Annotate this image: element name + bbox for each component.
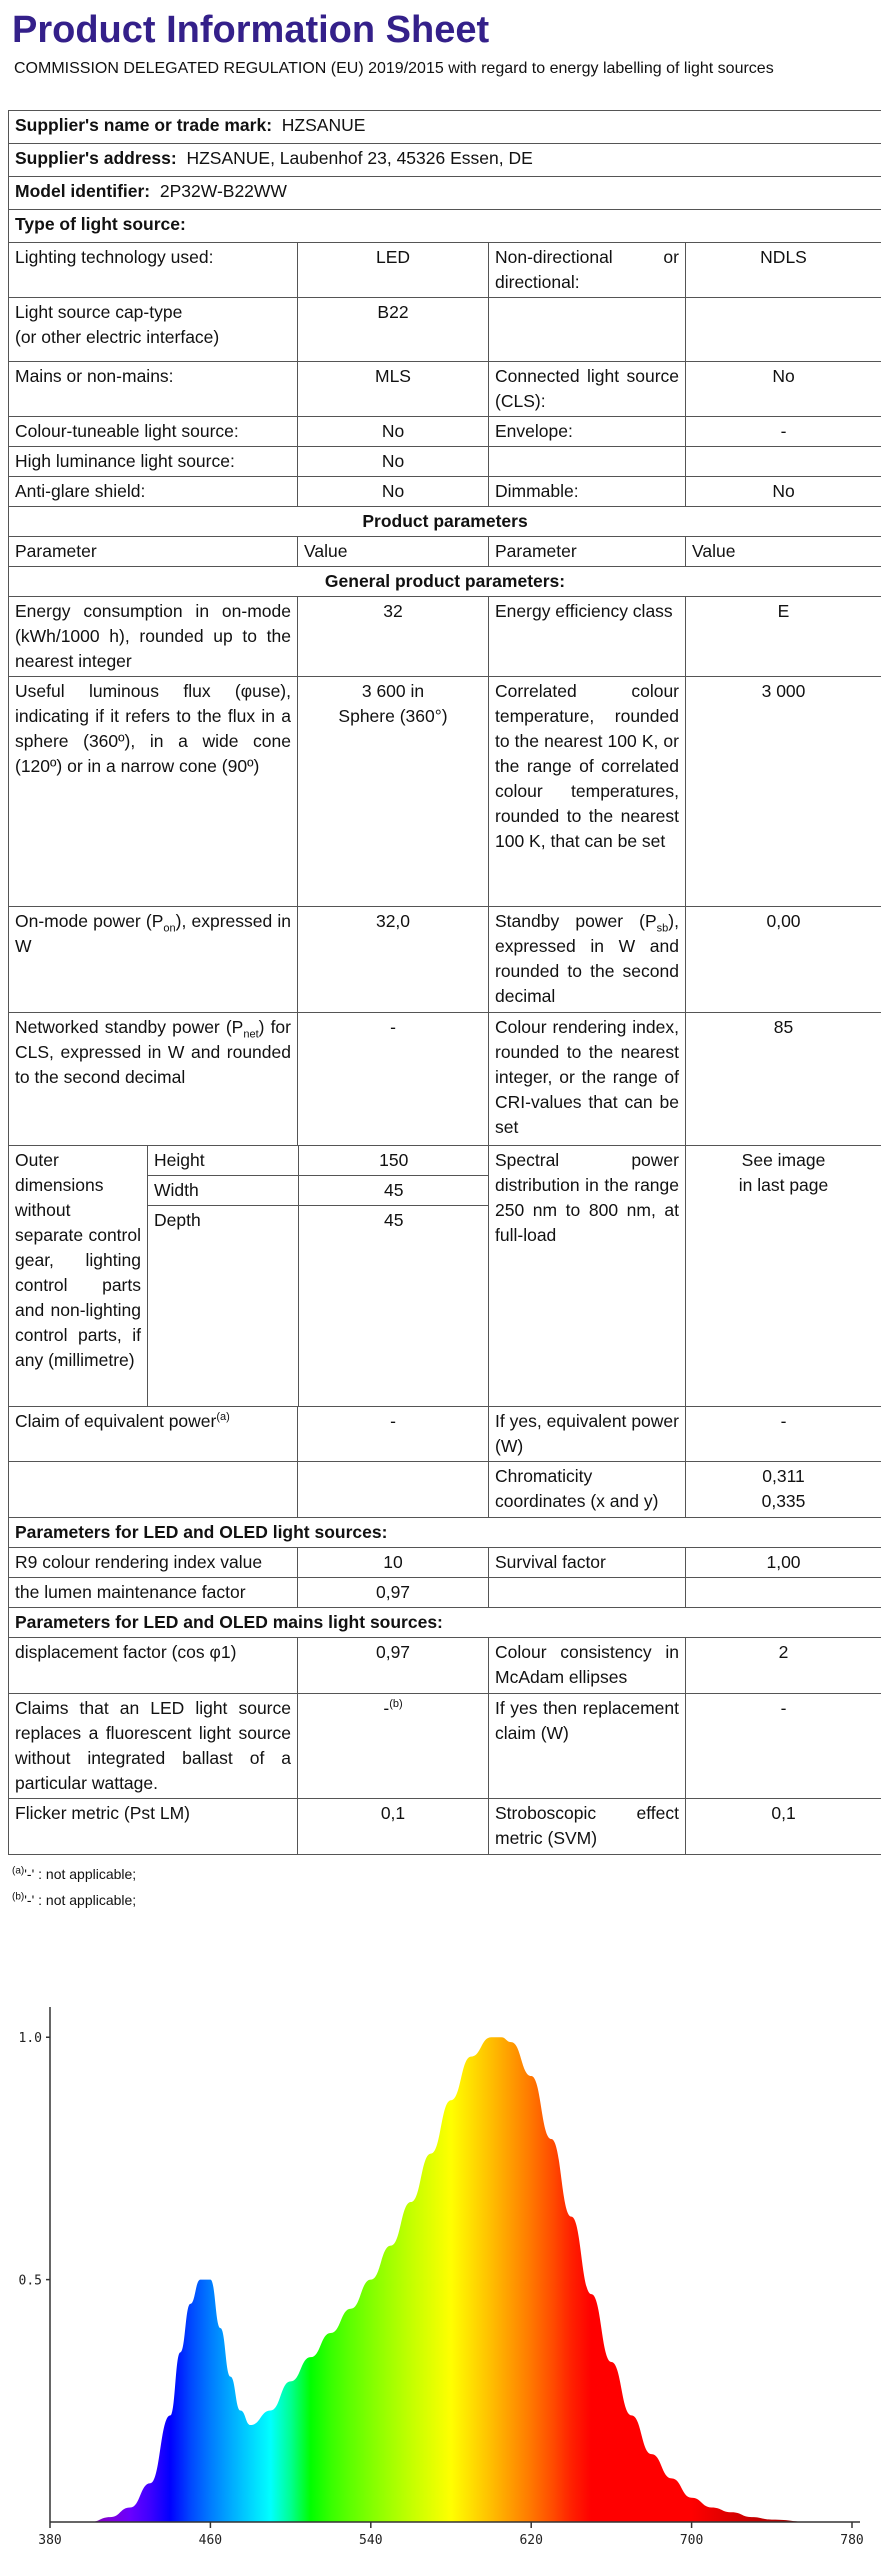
tech-value: LED	[298, 243, 489, 298]
dir-value: NDLS	[686, 243, 881, 298]
svm-value: 0,1	[686, 1798, 881, 1854]
svm-label: Stroboscopic effect metric (SVM)	[489, 1798, 686, 1854]
flux-value-line-2: Sphere (360°)	[338, 706, 447, 726]
general-header: General product parameters:	[9, 567, 881, 597]
flux-row	[9, 677, 881, 907]
spd-value-line-2: in last page	[739, 1175, 829, 1195]
footnotes	[8, 1861, 881, 1913]
mains-label: Mains or non-mains:	[9, 362, 298, 417]
glare-value: No	[298, 477, 489, 507]
x-tick-label: 540	[359, 2533, 382, 2548]
y-tick-label: 1.0	[19, 2031, 42, 2046]
footnote-text: '-' : not applicable;	[24, 1866, 136, 1882]
supplier-label: Supplier's name or trade mark:	[15, 115, 272, 135]
tune-label: Colour-tuneable light source:	[9, 417, 298, 447]
product-params-header-row	[9, 507, 881, 537]
footnote-a	[12, 1861, 881, 1887]
efficiency-class-value: E	[686, 597, 881, 677]
equivalent-power-text: Claim of equivalent power	[15, 1411, 216, 1431]
networked-standby-label	[9, 1013, 298, 1146]
dimensions-row	[9, 1146, 881, 1407]
led-mains-header-row	[9, 1607, 881, 1637]
standby-power-value: 0,00	[686, 907, 881, 1013]
cls-label: Connected light source (CLS):	[489, 362, 686, 417]
column-headers-row	[9, 537, 881, 567]
cap-row	[9, 298, 881, 362]
height-label: Height	[148, 1146, 298, 1176]
glare-label: Anti-glare shield:	[9, 477, 298, 507]
energy-row	[9, 597, 881, 677]
lumen-maintenance-row	[9, 1577, 881, 1607]
spd-value-line-1: See image	[742, 1150, 826, 1170]
flicker-label: Flicker metric (Pst LM)	[9, 1798, 298, 1854]
power-row	[9, 907, 881, 1013]
spectral-power-svg	[0, 1983, 881, 2560]
survival-value: 1,00	[686, 1547, 881, 1577]
dimmable-value: No	[686, 477, 881, 507]
r9-value: 10	[298, 1547, 489, 1577]
survival-label: Survival factor	[489, 1547, 686, 1577]
type-header-row	[9, 210, 881, 243]
col-header-parameter: Parameter	[9, 537, 298, 567]
high-luminance-label: High luminance light source:	[9, 447, 298, 477]
standby-power-label	[489, 907, 686, 1013]
cct-value: 3 000	[686, 677, 881, 907]
chromaticity-value	[686, 1461, 881, 1517]
regulation-subtitle: COMMISSION DELEGATED REGULATION (EU) 2019/2015 with regard to energy labelling of light sources	[8, 52, 881, 110]
r9-row	[9, 1547, 881, 1577]
chromaticity-y: 0,335	[762, 1491, 806, 1511]
flux-label: Useful luminous flux (φuse), indicating if it refers to the flux in a sphere (360º), in a wide cone (120º) or in a narrow cone (90º)	[9, 677, 298, 907]
footnote-text: '-' : not applicable;	[24, 1892, 136, 1908]
networked-row	[9, 1013, 881, 1146]
x-tick-label: 700	[680, 2533, 703, 2548]
tech-label: Lighting technology used:	[9, 243, 298, 298]
on-mode-power-sub: on	[163, 923, 175, 935]
glare-row	[9, 477, 881, 507]
empty-cell	[9, 1461, 298, 1517]
flicker-value: 0,1	[298, 1798, 489, 1854]
displacement-value: 0,97	[298, 1637, 489, 1693]
cap-label-line-1: Light source cap-type	[15, 302, 182, 322]
cls-value: No	[686, 362, 881, 417]
footnote-ref-a: (a)	[216, 1411, 229, 1423]
dimensions-label: Outer dimensions without separate control gear, lighting control parts and non-lighting control parts, if any (millimetre)	[9, 1146, 148, 1407]
envelope-label: Envelope:	[489, 417, 686, 447]
height-value: 150	[298, 1146, 489, 1176]
networked-standby-text-2: ) for CLS, expressed in W and rounded to the second decimal	[15, 1017, 291, 1087]
page-title: Product Information Sheet	[8, 8, 881, 52]
equivalent-power-row	[9, 1406, 881, 1461]
y-tick-label: 0.5	[19, 2274, 42, 2289]
depth-label: Depth	[148, 1206, 298, 1406]
dimmable-label: Dimmable:	[489, 477, 686, 507]
on-mode-power-text-2: ), expressed in W	[15, 911, 291, 956]
width-label: Width	[148, 1176, 298, 1206]
equivalent-power-label	[9, 1406, 298, 1461]
empty-cell	[489, 1577, 686, 1607]
x-tick-label: 460	[199, 2533, 222, 2548]
address-label: Supplier's address:	[15, 148, 177, 168]
flicker-row	[9, 1798, 881, 1854]
address-row	[9, 144, 881, 177]
networked-standby-value: -	[298, 1013, 489, 1146]
model-row	[9, 177, 881, 210]
model-value: 2P32W-B22WW	[160, 181, 287, 201]
chromaticity-x: 0,311	[762, 1466, 805, 1486]
model-label: Model identifier:	[15, 181, 150, 201]
energy-value: 32	[298, 597, 489, 677]
type-header: Type of light source:	[9, 210, 881, 243]
cap-empty-label	[489, 298, 686, 362]
standby-power-text-2: ), expressed in W and rounded to the second decimal	[495, 911, 679, 1006]
empty-cell	[489, 447, 686, 477]
cri-label: Colour rendering index, rounded to the nearest integer, or the range of CRI-values that can be set	[489, 1013, 686, 1146]
dimensions-values	[148, 1146, 489, 1407]
lumen-maintenance-value: 0,97	[298, 1577, 489, 1607]
efficiency-class-label: Energy efficiency class	[489, 597, 686, 677]
supplier-value: HZSANUE	[282, 115, 366, 135]
standby-power-text: Standby power (P	[495, 911, 657, 931]
spd-value	[686, 1146, 881, 1407]
equivalent-watt-value: -	[686, 1406, 881, 1461]
envelope-value: -	[686, 417, 881, 447]
dimensions-nested-table	[148, 1146, 489, 1406]
product-params-header: Product parameters	[9, 507, 881, 537]
networked-standby-text: Networked standby power (P	[15, 1017, 243, 1037]
led-mains-header: Parameters for LED and OLED mains light sources:	[9, 1607, 881, 1637]
r9-label: R9 colour rendering index value	[9, 1547, 298, 1577]
footnote-ref-b: (b)	[389, 1698, 402, 1710]
spectrum-area	[50, 2037, 852, 2522]
flux-value-line-1: 3 600 in	[362, 681, 424, 701]
footnote-mark: (b)	[12, 1891, 24, 1902]
spd-label: Spectral power distribution in the range 250 nm to 800 nm, at full-load	[489, 1146, 686, 1407]
depth-value: 45	[298, 1206, 489, 1406]
high-luminance-value: No	[298, 447, 489, 477]
energy-label: Energy consumption in on-mode (kWh/1000 h), rounded up to the nearest integer	[9, 597, 298, 677]
address-value: HZSANUE, Laubenhof 23, 45326 Essen, DE	[186, 148, 532, 168]
dir-label: Non-directional or directional:	[489, 243, 686, 298]
displacement-label: displacement factor (cos φ1)	[9, 1637, 298, 1693]
info-table	[8, 110, 881, 1855]
replacement-claim-row	[9, 1693, 881, 1798]
replacement-watt-label: If yes then replacement claim (W)	[489, 1693, 686, 1798]
chromaticity-label: Chromaticity coordinates (x and y)	[489, 1461, 686, 1517]
cap-empty-value	[686, 298, 881, 362]
tune-value: No	[298, 417, 489, 447]
tech-row	[9, 243, 881, 298]
mcadam-label: Colour consistency in McAdam ellipses	[489, 1637, 686, 1693]
flux-value	[298, 677, 489, 907]
empty-cell	[686, 1577, 881, 1607]
col-header-value-2: Value	[686, 537, 881, 567]
led-header-row	[9, 1517, 881, 1547]
mains-value: MLS	[298, 362, 489, 417]
lumen-maintenance-label: the lumen maintenance factor	[9, 1577, 298, 1607]
mains-row	[9, 362, 881, 417]
equivalent-watt-label: If yes, equivalent power (W)	[489, 1406, 686, 1461]
displacement-row	[9, 1637, 881, 1693]
tune-row	[9, 417, 881, 447]
chromaticity-row	[9, 1461, 881, 1517]
cap-value: B22	[298, 298, 489, 362]
supplier-row	[9, 111, 881, 144]
col-header-parameter-2: Parameter	[489, 537, 686, 567]
on-mode-power-value: 32,0	[298, 907, 489, 1013]
replacement-claim-value	[298, 1693, 489, 1798]
col-header-value: Value	[298, 537, 489, 567]
cct-label: Correlated colour temperature, rounded to the nearest 100 K, or the range of correlated colour temperatures, rounded to the nearest 100 K, that can be set	[489, 677, 686, 907]
cap-label	[9, 298, 298, 362]
footnote-b	[12, 1887, 881, 1913]
replacement-watt-value: -	[686, 1693, 881, 1798]
width-value: 45	[298, 1176, 489, 1206]
on-mode-power-text: On-mode power (P	[15, 911, 163, 931]
empty-cell	[686, 447, 881, 477]
equivalent-power-value: -	[298, 1406, 489, 1461]
replacement-claim-label: Claims that an LED light source replaces a fluorescent light source without integrated ballast of a particular wattage.	[9, 1693, 298, 1798]
general-header-row	[9, 567, 881, 597]
spectral-power-chart	[0, 1983, 881, 2560]
cap-label-line-2: (or other electric interface)	[15, 327, 219, 347]
mcadam-value: 2	[686, 1637, 881, 1693]
on-mode-power-label	[9, 907, 298, 1013]
x-tick-label: 780	[840, 2533, 863, 2548]
cri-value: 85	[686, 1013, 881, 1146]
networked-standby-sub: net	[243, 1029, 258, 1041]
x-tick-label: 620	[519, 2533, 542, 2548]
product-information-sheet	[8, 8, 881, 1913]
standby-power-sub: sb	[657, 923, 669, 935]
x-tick-label: 380	[38, 2533, 61, 2548]
footnote-mark: (a)	[12, 1865, 24, 1876]
replacement-claim-dash: -	[383, 1698, 389, 1718]
led-header: Parameters for LED and OLED light sources:	[9, 1517, 881, 1547]
high-luminance-row	[9, 447, 881, 477]
empty-cell	[298, 1461, 489, 1517]
